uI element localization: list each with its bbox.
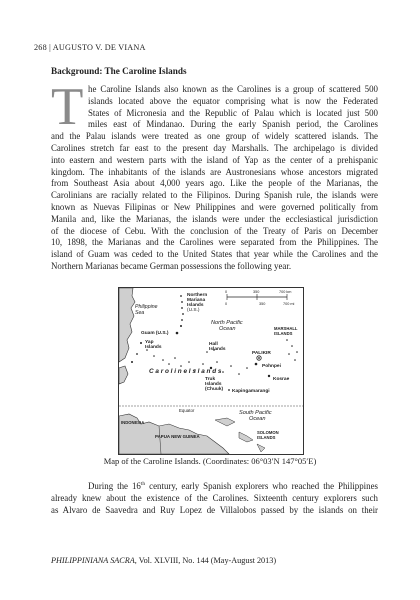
- ordinal-superscript: th: [140, 481, 146, 488]
- label-truk-3: (Chuuk): [205, 387, 224, 392]
- label-south-pacific-2: Ocean: [249, 416, 266, 422]
- paragraph-line: as Alvaro de Saavedra and Ruy Lopez de Villalobos passed by the islands on their: [51, 504, 378, 515]
- label-hall-1: Hall: [209, 342, 218, 347]
- label-solomon-2: ISLANDS: [257, 435, 276, 440]
- scale-mi-0: 0: [225, 302, 228, 306]
- label-indonesia: INDONESIA: [121, 420, 145, 425]
- paragraph-line: Northern Marianas became German possessions the following year.: [51, 260, 292, 271]
- label-kosrae: Kosrae: [273, 377, 290, 382]
- label-south-pacific-1: South Pacific: [239, 410, 272, 416]
- label-philippine-sea-1: Philippine: [135, 304, 158, 310]
- label-yap-2: Islands: [145, 345, 162, 350]
- label-northern-2: Mariana: [187, 298, 206, 303]
- scale-mi-350: 350: [259, 302, 266, 306]
- guam-dot: [176, 332, 179, 335]
- scale-km-0: 0: [225, 290, 228, 294]
- journal-title: PHILIPPINIANA SACRA: [51, 556, 135, 565]
- paragraph-line: States of Micronesia and the Republic of Palau which is located just 500: [88, 107, 378, 118]
- label-truk-1: Truk: [205, 377, 216, 382]
- label-north-pacific-2: Ocean: [219, 326, 236, 332]
- label-guam: Guam (U.S.): [141, 331, 169, 336]
- label-solomon-1: SOLOMON: [257, 430, 279, 435]
- paragraph-line: already knew about the existence of the Carolines. Sixteenth century explorers such: [51, 492, 378, 503]
- scale-km-700: 700 km: [279, 290, 292, 294]
- map-caption: Map of the Caroline Islands. (Coordinates: 06°03′N 147°05′E): [103, 456, 317, 466]
- paragraph-line: Carolinians are racially related to the Filipinos. During Spanish rule, the islands were: [51, 190, 378, 201]
- journal-footer: [51, 556, 276, 565]
- paragraph-line: Carolines stretch far east to the present day Marshalls. The archipelago is divided: [51, 142, 378, 153]
- label-northern-3: Islands: [187, 303, 204, 308]
- label-hall-2: Islands: [209, 347, 226, 352]
- label-truk-2: Islands: [205, 382, 222, 387]
- scale-km-350: 350: [253, 290, 260, 294]
- paragraph-line: known as Nuevas Filipinas or New Philippines and were governed politically from: [51, 201, 378, 212]
- paragraph-line: island of Guam was ceded to the United States that year while the Carolines and the: [51, 249, 378, 260]
- paragraph-line: from Southeast Asia about 4,000 years ago. Like the people of the Marianas, the: [51, 178, 378, 189]
- history-paragraph: [51, 481, 378, 516]
- author-name: AUGUSTO V. DE VIANA: [52, 43, 146, 52]
- background-paragraph: [51, 78, 378, 273]
- label-philippine-sea-2: Sea: [135, 310, 145, 316]
- paragraph-line: into eastern and western parts with the island of Yap as the center of a prehispanic: [51, 154, 378, 165]
- label-northern-1: Northern: [187, 293, 208, 298]
- line-text: During the 16: [88, 481, 141, 491]
- map-graphic: [119, 288, 303, 454]
- paragraph-line: miles east of Mindanao. During the early Spanish period, the Carolines: [88, 119, 378, 130]
- palikir-dot: [258, 357, 260, 359]
- caroline-islands-map: [118, 287, 304, 455]
- running-header: [34, 43, 146, 52]
- label-marshall-1: MARSHALL: [274, 326, 298, 331]
- label-png: PAPUA NEW GUINEA: [155, 434, 200, 439]
- page-number: 268: [34, 43, 47, 52]
- label-yap-1: Yap: [145, 340, 154, 345]
- label-palikir: PALIKIR: [252, 351, 271, 356]
- drop-cap: T: [51, 78, 84, 136]
- label-pohnpei: Pohnpei: [262, 364, 281, 369]
- section-heading: Background: The Caroline Islands: [51, 66, 187, 76]
- header-separator: |: [49, 43, 51, 52]
- label-marshall-2: ISLANDS: [274, 331, 293, 336]
- scale-mi-700: 700 mi: [283, 302, 295, 306]
- paragraph-line: [51, 481, 378, 493]
- paragraph-line: Manila and, like the Marianas, the islands were under the ecclesiastical jurisdiction: [51, 213, 378, 224]
- paragraph-line: 10, 1898, the Marianas and the Carolines were separated from the Philippines. The: [51, 237, 378, 248]
- paragraph-line: he Caroline Islands also known as the Carolines is a group of scattered 500: [88, 84, 378, 94]
- label-north-pacific-1: North Pacific: [211, 320, 243, 326]
- paragraph-line: islands located above the equator comprising what is now the Federated: [88, 95, 378, 106]
- paragraph-line: and the Palau islands were treated as one group of widely scattered islands. The: [51, 131, 378, 142]
- label-caroline-islands: C a r o l i n e I s l a n d s: [149, 368, 222, 375]
- label-northern-4: (U.S.): [187, 308, 200, 313]
- label-kapingamarangi: Kapingamarangi: [232, 389, 270, 394]
- journal-details: , Vol. XLVIII, No. 144 (May-August 2013): [134, 556, 277, 565]
- paragraph-line: kingdom. The inhabitants of the islands are Austronesians whose ancestors migrated: [51, 166, 378, 177]
- line-text: century, early Spanish explorers who reached the Philippines: [145, 481, 378, 491]
- label-equator: Equator: [179, 408, 195, 413]
- paragraph-line: of the diocese of Cebu. With the conclusion of the Treaty of Paris on December: [51, 225, 378, 236]
